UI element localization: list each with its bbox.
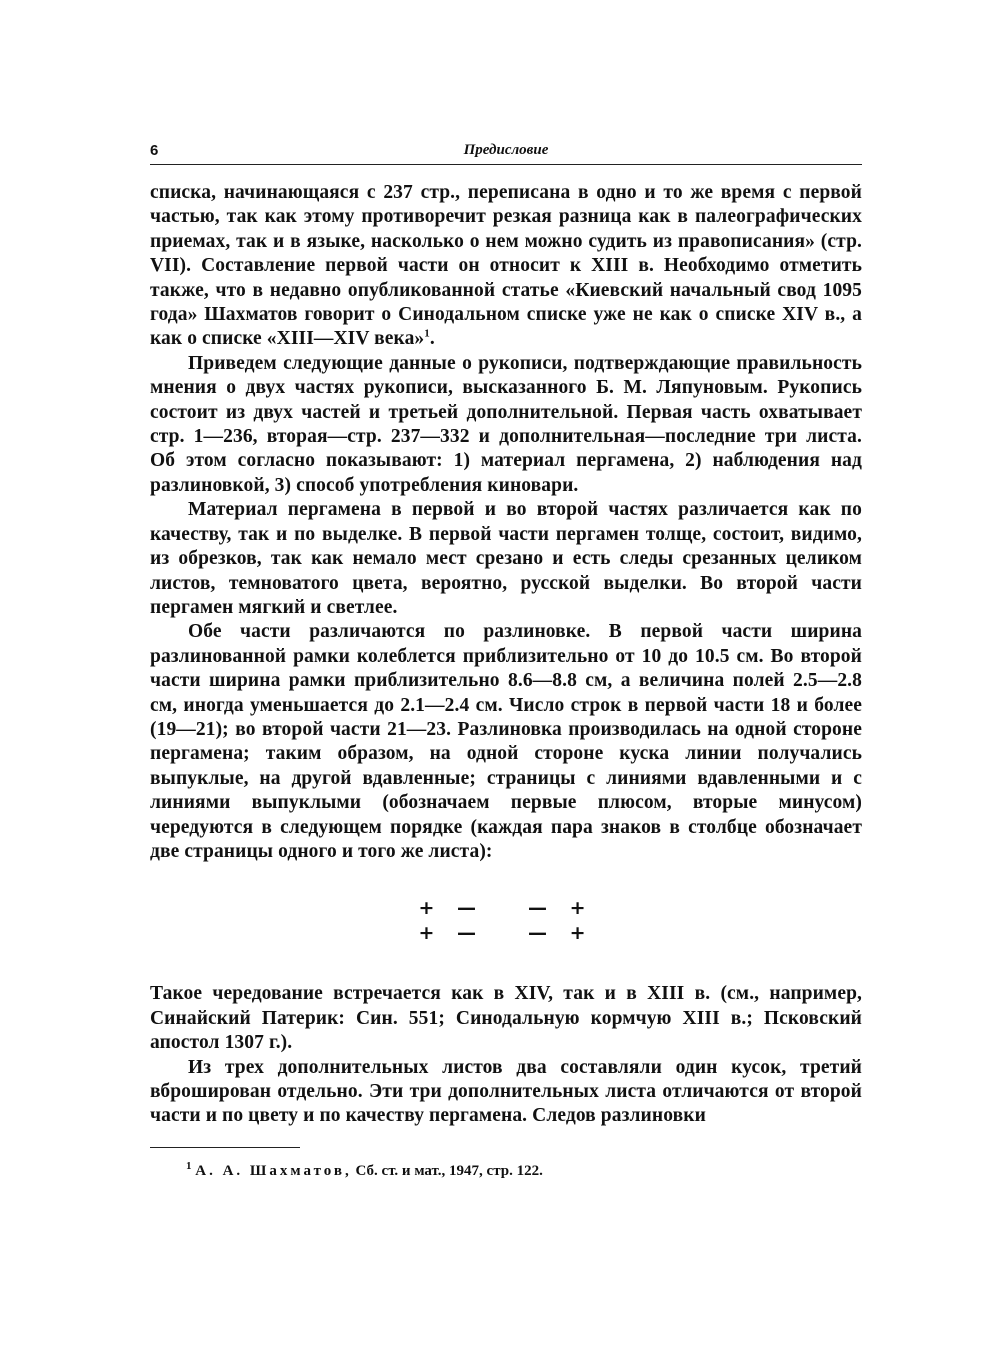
- paragraph-2: Приведем следующие данные о рукописи, подтверждающие правильность мнения о двух частях рукописи, высказанного Б. М. Ляпуновым. Рукопись состоит из двух частей и третьей дополнительной. Первая часть охватывает стр. 1—236, вторая—стр. 237—332 и дополнительная—последние три листа. Об этом согласно показывают: 1) материал пергамена, 2) наблюдения над разлиновкой, 3) способ употребления киновари.: [150, 352, 862, 496]
- body-text: [150, 181, 862, 1129]
- footnote-citation: Сб. ст. и мат., 1947, стр. 122.: [355, 1162, 543, 1179]
- pattern-left-column: [418, 898, 484, 944]
- paragraph-1: списка, начинающаяся с 237 стр., переписана в одно и то же время с первой частью, так как этому противоречит резкая разница как в палеографических приемах, так и в языке, насколько о нем можно судить из правописания» (стр. VII). Составление первой части он относит к XIII в. Необходимо отметить также, что в недавно опубликованной статье «Киевский начальный свод 1095 года» Шахматов говорит о Синодальном списке уже не как о списке XIV в., а как о списке «XIII—XIV века»$^1$.: [150, 182, 862, 350]
- pattern-right-column: [528, 898, 594, 944]
- page-number: 6: [150, 142, 159, 159]
- paragraph-4: Обе части различаются по разлиновке. В первой части ширина разлинованной рамки колеблется приблизительно от 10 до 10.5 см. Во второй части ширина рамки приблизительно 8.6—8.8 см, а величина полей 2.5—2.8 см, иногда уменьшается до 2.1—2.4 см. Число строк в первой части 18 и более (19—21); во второй части 21—23. Разлиновка производилась на одной стороне пергамена; таким образом, на одной стороне куска линии получались выпуклые, на другой вдавленные; страницы с линиями вдавленными и с линиями выпуклыми (обозначаем первые плюсом, вторые минусом) чередуются в следующем порядке (каждая пара знаков в столбце обозначает две страницы одного и того же листа):: [150, 621, 862, 862]
- pattern-cell: + —: [418, 897, 484, 920]
- footnote-author: А. А. Шахматов,: [195, 1162, 352, 1179]
- running-title: Предисловие: [463, 142, 549, 158]
- pattern-cell: — +: [528, 922, 594, 945]
- running-head: [150, 140, 862, 165]
- page: [150, 140, 862, 1180]
- footnote-reference: 1: [424, 327, 430, 340]
- ruling-pattern: [150, 898, 862, 944]
- paragraph-6: Из трех дополнительных листов два составляли один кусок, третий вброширован отдельно. Эти три дополнительных листа отличаются от второй части и по цвету и по качеству пергамена. Следов разлиновки: [150, 1056, 862, 1127]
- paragraph-1-text: списка, начинающаяся с 237 стр., переписана в одно и то же время с первой частью, так как этому противоречит резкая разница как в палеографических приемах, так и в языке, насколько о нем можно судить из правописания» (стр. VII). Составление первой части он относит к XIII в. Необходимо отметить также, что в недавно опубликованной статье «Киевский начальный свод 1095 года» Шахматов говорит о Синодальном списке уже не как о списке XIV в., а как о списке «XIII—XIV века»: [150, 182, 862, 350]
- footnote: [186, 1159, 862, 1180]
- footnote-marker: 1: [186, 1159, 192, 1172]
- footnote-divider: [150, 1147, 300, 1148]
- paragraph-5: Такое чередование встречается как в XIV, так и в XIII в. (см., например, Синайский Патерик: Син. 551; Синодальную кормчую XIII в.; Псковский апостол 1307 г.).: [150, 983, 862, 1054]
- paragraph-3: Материал пергамена в первой и во второй частях различается как по качеству, так и по выделке. В первой части пергамен толще, состоит, видимо, из обрезков, так как немало мест срезано и есть следы срезанных целиком листов, темноватого цвета, вероятно, русской выделки. Во второй части пергамен мягкий и светлее.: [150, 499, 862, 618]
- pattern-cell: — +: [528, 897, 594, 920]
- pattern-cell: + —: [418, 922, 484, 945]
